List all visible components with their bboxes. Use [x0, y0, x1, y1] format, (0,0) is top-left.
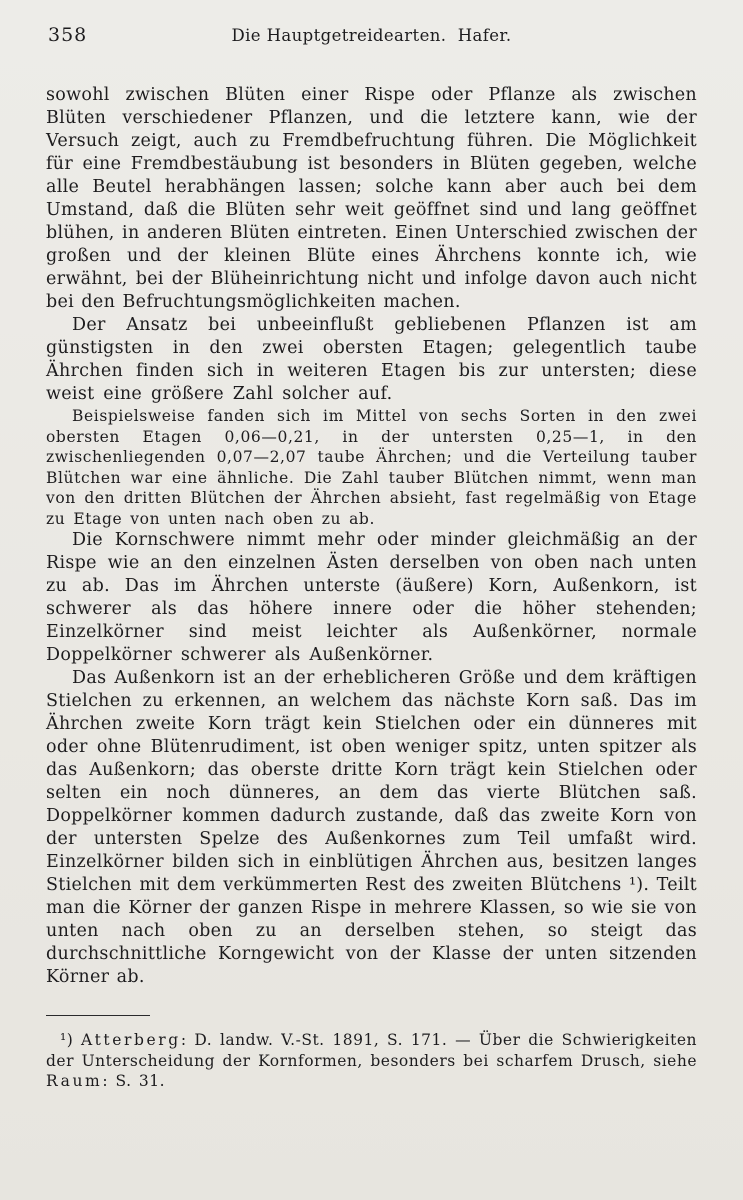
footnote-separator-rule — [46, 1015, 150, 1016]
running-header-title: Die Hauptgetreidearten. Hafer. — [231, 26, 512, 45]
book-page — [46, 24, 697, 1092]
footnote-author-atterberg: Atterberg — [81, 1031, 181, 1049]
page-header — [46, 24, 697, 50]
paragraph-continuation: sowohl zwischen Blüten einer Rispe oder Pflanze als zwischen Blüten verschiedener Pflanzen, und die letztere kann, wie der Versuch zeigt, auch zu Fremdbefruchtung führen. Die Möglichkeit für eine Fremdbestäubung ist besonders in Blüten gegeben, welche alle Beutel herabhängen lassen; solche kann aber auch bei dem Umstand, daß die Blüten sehr weit geöffnet sind und lang geöffnet blühen, in anderen Blüten eintreten. Einen Unterschied zwischen der großen und der kleinen Blüte eines Ährchens konnte ich, wie erwähnt, bei der Blüheinrichtung nicht und infolge davon auch nicht bei den Befruchtungsmöglichkeiten machen. — [46, 85, 697, 312]
footnote-author-raum: Raum — [46, 1072, 103, 1090]
page-number: 358 — [48, 24, 88, 46]
footnote-marker: ¹) — [60, 1031, 82, 1049]
paragraph-ansatz: Der Ansatz bei unbeeinflußt gebliebenen Pflanzen ist am günstigsten in den zwei obersten Etagen; gelegentlich taube Ährchen finden sich in weiteren Etagen bis zur untersten; diese weist eine größere Zahl solcher auf. — [46, 315, 697, 404]
paragraph-small-print-beispiel: Beispielsweise fanden sich im Mittel von sechs Sorten in den zwei obersten Etagen 0,06—0,21, in der untersten 0,25—1, in den zwischenliegenden 0,07—2,07 taube Ährchen; und die Verteilung tauber Blütchen war eine ähnliche. Die Zahl tauber Blütchen nimmt, wenn man von den dritten Blütchen der Ährchen absieht, fast regelmäßig von Etage zu Etage von unten nach oben zu ab. — [46, 407, 697, 528]
footnote — [46, 1030, 697, 1092]
paragraph-kornschwere: Die Kornschwere nimmt mehr oder minder gleichmäßig an der Rispe wie an den einzelnen Ästen derselben von oben nach unten zu ab. Das im Ährchen unterste (äußere) Korn, Außenkorn, ist schwerer als das höhere innere oder die höher stehenden; Einzelkörner sind meist leichter als Außenkörner, normale Doppelkörner schwerer als Außenkörner. — [46, 530, 697, 665]
paragraph-aussenkorn: Das Außenkorn ist an der erheblicheren Größe und dem kräftigen Stielchen zu erkennen, an welchem das nächste Korn saß. Das im Ährchen zweite Korn trägt kein Stielchen oder ein dünneres mit oder ohne Blütenrudiment, ist oben weniger spitz, unten spitzer als das Außenkorn; das oberste dritte Korn trägt kein Stielchen oder selten ein noch dünneres, an dem das vierte Blütchen saß. Doppelkörner kommen dadurch zustande, daß das zweite Korn von der untersten Spelze des Außenkornes zum Teil umfaßt wird. Einzelkörner bilden sich in einblütigen Ährchen aus, besitzen langes Stielchen mit dem verkümmerten Rest des zweiten Blütchens ¹). Teilt man die Körner der ganzen Rispe in mehrere Klassen, so wie sie von unten nach oben zu an derselben stehen, so steigt das durchschnittliche Korngewicht von der Klasse der unten sitzenden Körner ab. — [46, 668, 698, 987]
footnote-citation-text: : D. landw. V.-St. 1891, S. 171. — Über die Schwierigkeiten der Unterscheidung der Kornformen, besonders bei scharfem Drusch, siehe — [46, 1031, 697, 1070]
footnote-citation-end: : S. 31. — [102, 1072, 166, 1090]
body-text-block — [46, 84, 697, 1092]
